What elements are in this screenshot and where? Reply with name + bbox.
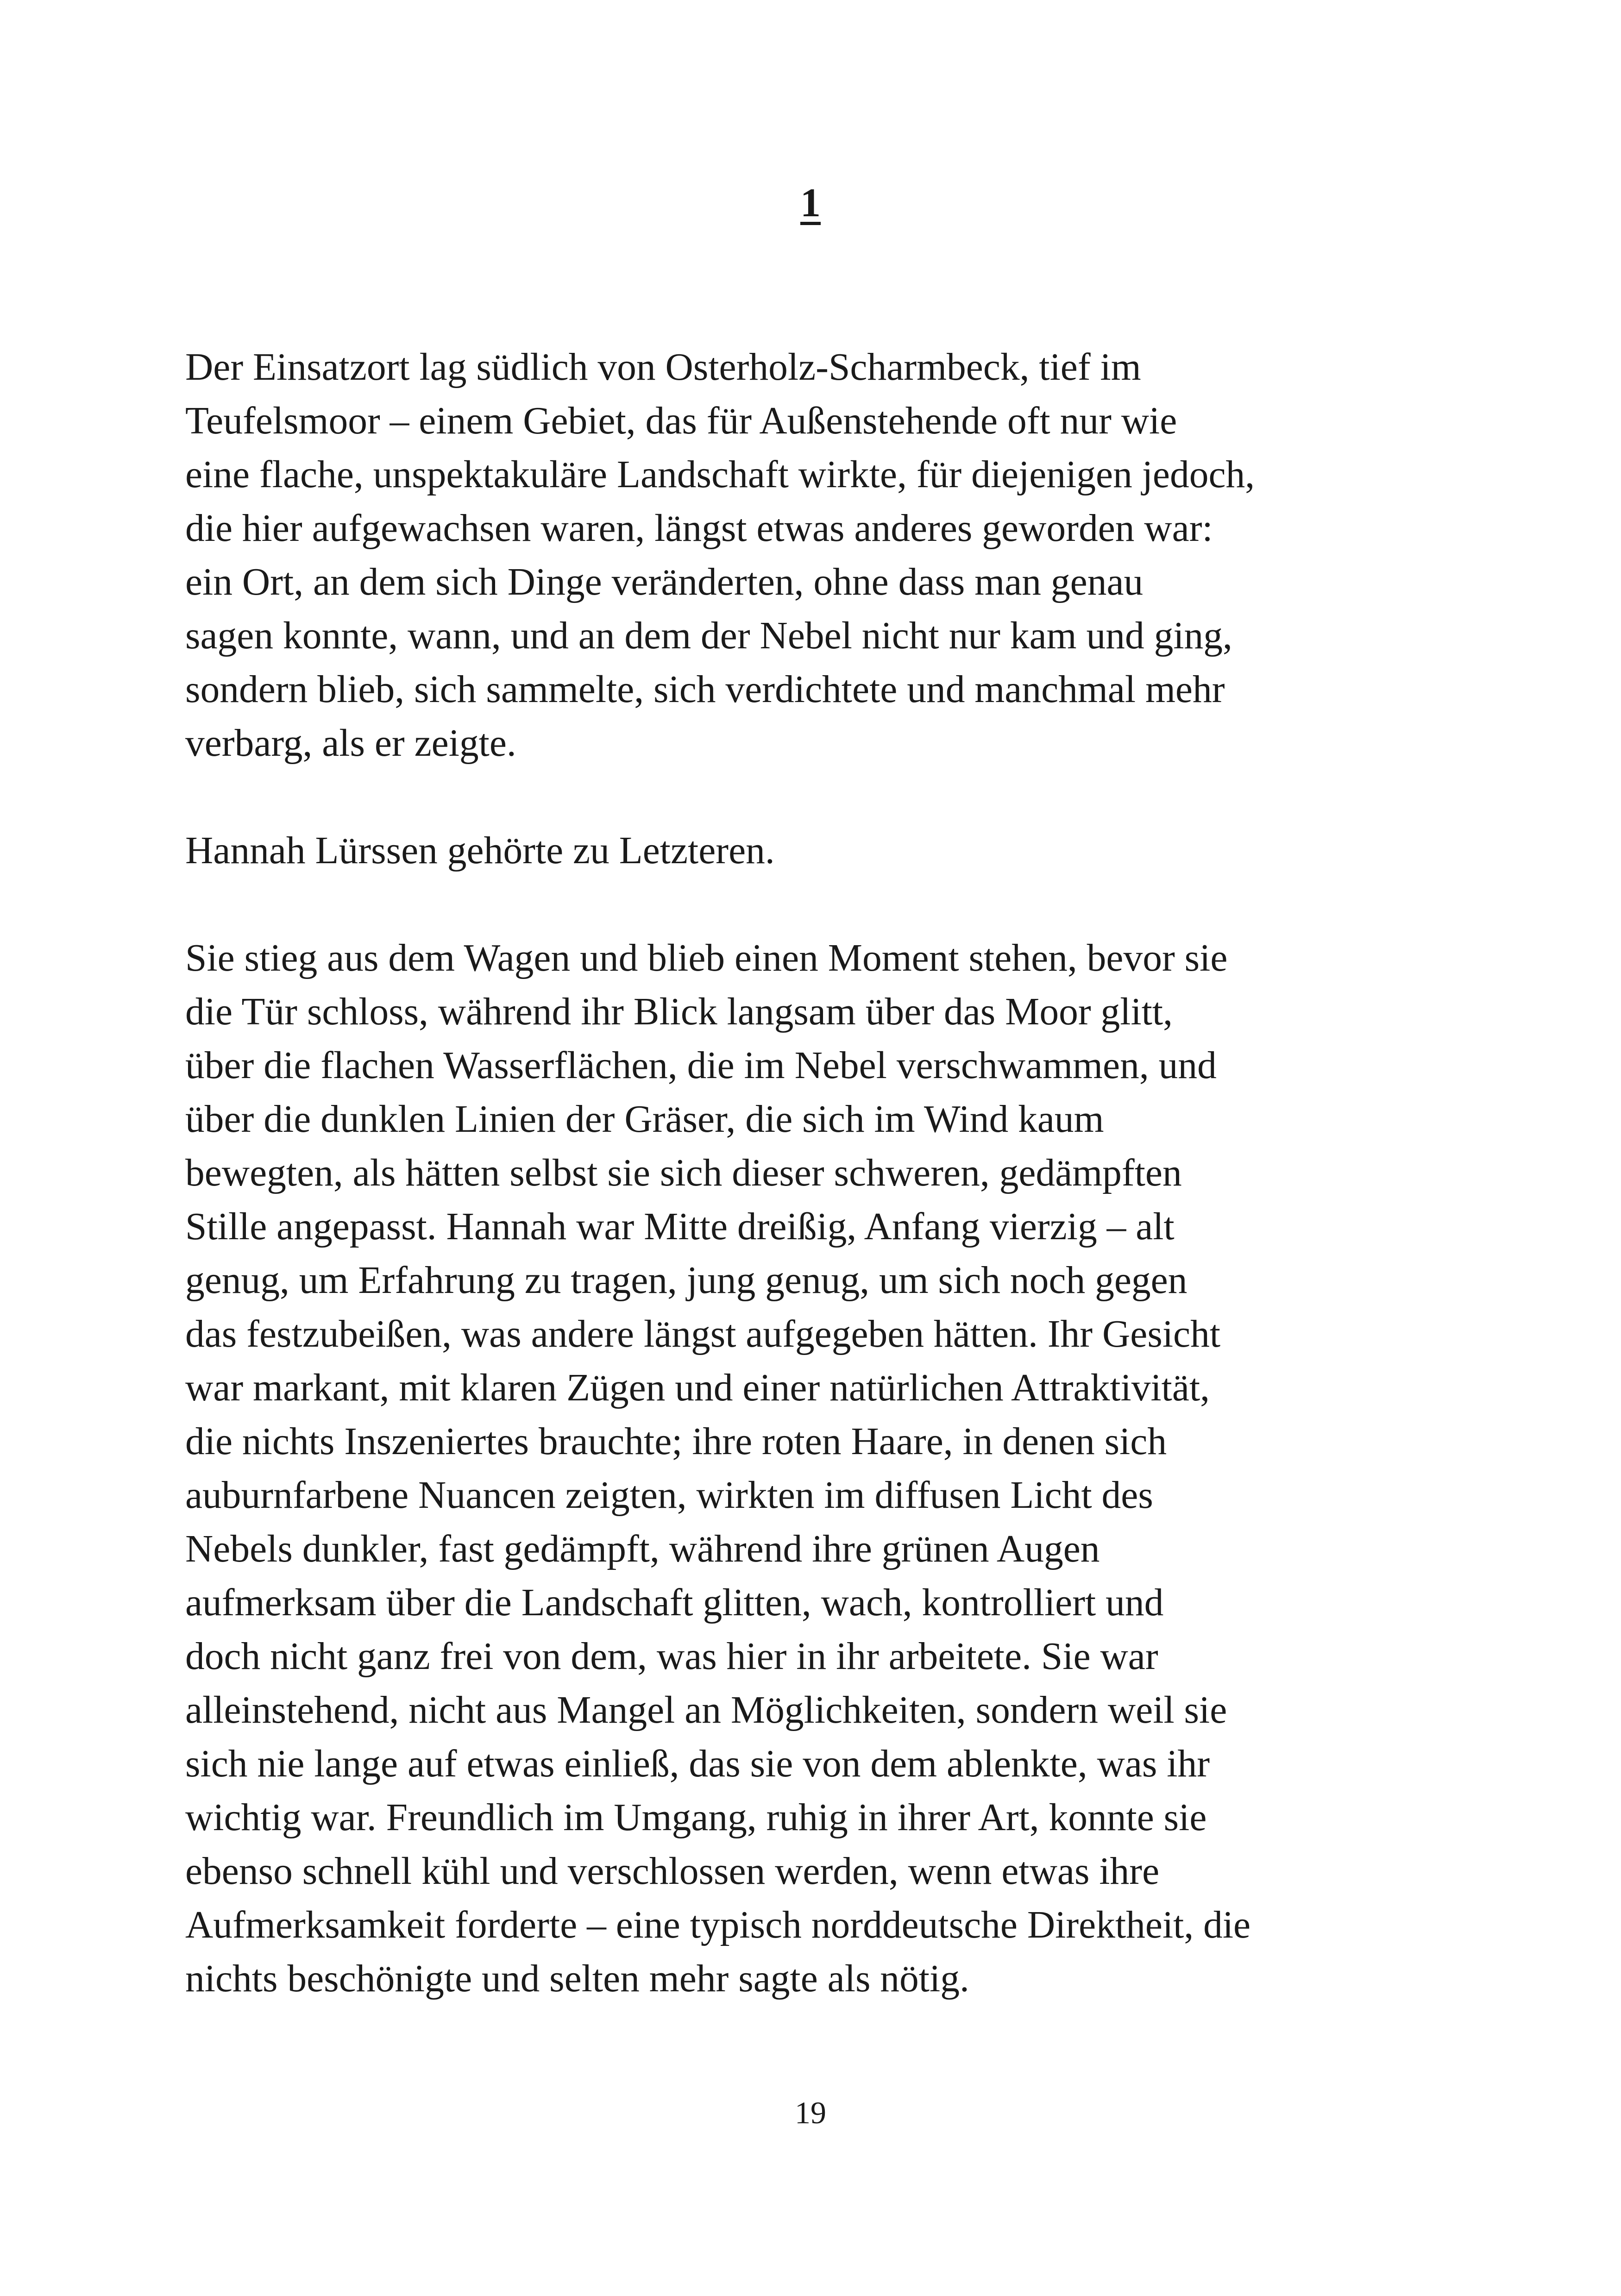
text-line: Nebels dunkler, fast gedämpft, während ihre grünen Augen — [185, 1528, 1100, 1570]
page-number: 19 — [795, 2095, 826, 2130]
chapter-number: 1 — [800, 181, 821, 226]
text-line: Sie stieg aus dem Wagen und blieb einen Moment stehen, bevor sie — [185, 937, 1228, 979]
text-line: nichts beschönigte und selten mehr sagte als nötig. — [185, 1957, 969, 2000]
text-line: die nichts Inszeniertes brauchte; ihre roten Haare, in denen sich — [185, 1420, 1167, 1463]
text-line: Aufmerksamkeit forderte – eine typisch norddeutsche Direktheit, die — [185, 1904, 1251, 1946]
chapter-heading — [0, 183, 1621, 224]
paragraph — [185, 824, 1454, 878]
text-line: die Tür schloss, während ihr Blick langsam über das Moor glitt, — [185, 991, 1173, 1033]
text-line: war markant, mit klaren Zügen und einer natürlichen Attraktivität, — [185, 1367, 1210, 1409]
text-line: ein Ort, an dem sich Dinge veränderten, ohne dass man genau — [185, 561, 1143, 603]
text-line: das festzubeißen, was andere längst aufgegeben hätten. Ihr Gesicht — [185, 1313, 1221, 1355]
text-line: Der Einsatzort lag südlich von Osterholz-Scharmbeck, tief im — [185, 346, 1141, 389]
text-line: Hannah Lürssen gehörte zu Letzteren. — [185, 829, 775, 872]
text-line: wichtig war. Freundlich im Umgang, ruhig in ihrer Art, konnte sie — [185, 1796, 1207, 1839]
paragraph — [185, 340, 1454, 770]
text-line: genug, um Erfahrung zu tragen, jung genug, um sich noch gegen — [185, 1259, 1187, 1302]
text-line: über die dunklen Linien der Gräser, die sich im Wind kaum — [185, 1098, 1104, 1141]
text-line: alleinstehend, nicht aus Mangel an Möglichkeiten, sondern weil sie — [185, 1689, 1227, 1731]
text-line: bewegten, als hätten selbst sie sich dieser schweren, gedämpften — [185, 1152, 1182, 1194]
text-line: eine flache, unspektakuläre Landschaft wirkte, für diejenigen jedoch, — [185, 453, 1255, 496]
text-line: doch nicht ganz frei von dem, was hier in ihr arbeitete. Sie war — [185, 1635, 1158, 1678]
text-line: sich nie lange auf etwas einließ, das sie von dem ablenkte, was ihr — [185, 1743, 1210, 1785]
text-line: Stille angepasst. Hannah war Mitte dreißig, Anfang vierzig – alt — [185, 1205, 1175, 1248]
paragraph — [185, 931, 1454, 2006]
chapter-body — [185, 340, 1454, 2006]
text-line: sagen konnte, wann, und an dem der Nebel nicht nur kam und ging, — [185, 615, 1232, 657]
text-line: Teufelsmoor – einem Gebiet, das für Außenstehende oft nur wie — [185, 400, 1177, 442]
text-line: auburnfarbene Nuancen zeigten, wirkten im diffusen Licht des — [185, 1474, 1153, 1517]
text-line: aufmerksam über die Landschaft glitten, wach, kontrolliert und — [185, 1581, 1164, 1624]
text-line: ebenso schnell kühl und verschlossen werden, wenn etwas ihre — [185, 1850, 1160, 1893]
text-line: über die flachen Wasserflächen, die im Nebel verschwammen, und — [185, 1044, 1217, 1087]
text-line: die hier aufgewachsen waren, längst etwas anderes geworden war: — [185, 507, 1213, 550]
text-line: sondern blieb, sich sammelte, sich verdichtete und manchmal mehr — [185, 668, 1225, 711]
text-line: verbarg, als er zeigte. — [185, 722, 516, 765]
